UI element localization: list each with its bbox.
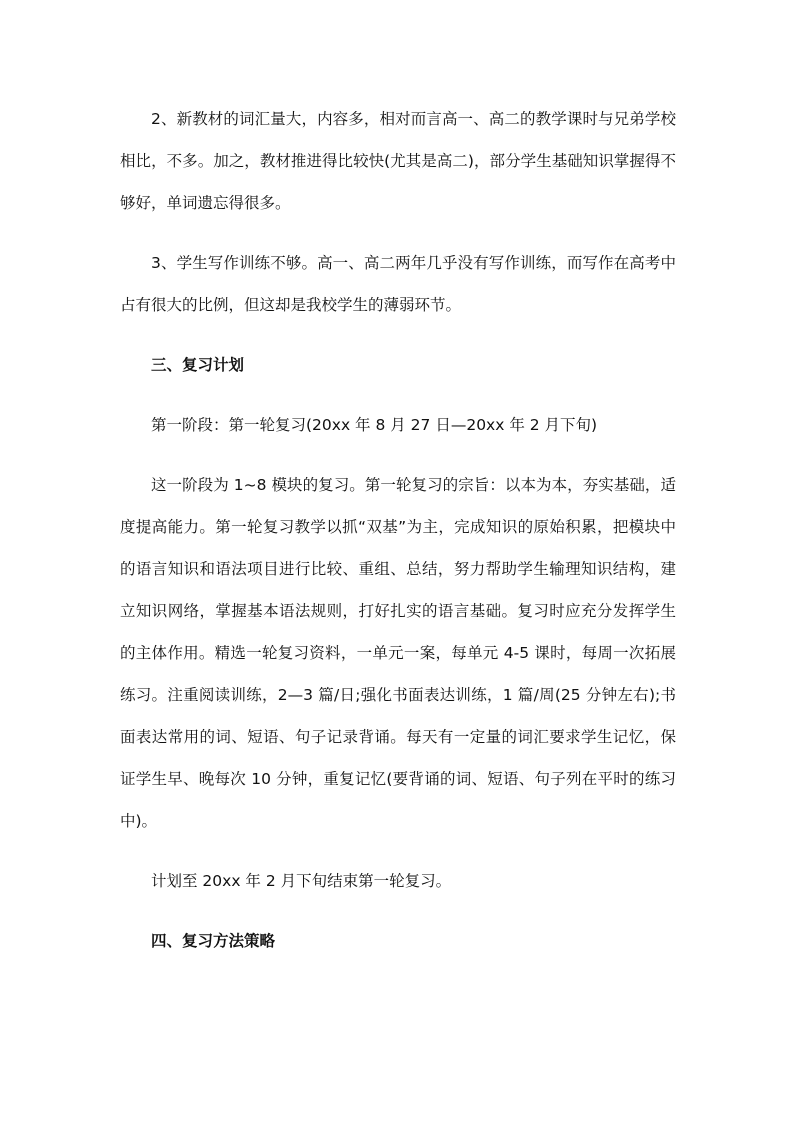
section-heading-review-plan: 三、复习计划 [151, 356, 245, 374]
plan-end-note: 计划至 20xx 年 2 月下旬结束第一轮复习。 [151, 872, 452, 890]
section-heading-review-methods: 四、复习方法策略 [151, 932, 276, 950]
paragraph-item-3: 3、学生写作训练不够。高一、高二两年几乎没有写作训练，而写作在高考中占有很大的比例，但这却是我校学生的薄弱环节。 [120, 254, 676, 314]
document-body [120, 98, 676, 980]
phase-one-title: 第一阶段：第一轮复习(20xx 年 8 月 27 日—20xx 年 2 月下旬) [151, 416, 598, 434]
paragraph-item-2: 2、新教材的词汇量大，内容多，相对而言高一、高二的教学课时与兄弟学校相比，不多。加之，教材推进得比较快(尤其是高二)，部分学生基础知识掌握得不够好，单词遗忘得很多。 [120, 110, 676, 212]
phase-one-description: 这一阶段为 1~8 模块的复习。第一轮复习的宗旨：以本为本，夯实基础，适度提高能力。第一轮复习教学以抓“双基”为主，完成知识的原始积累，把模块中的语言知识和语法项目进行比较、重组、总结，努力帮助学生输理知识结构，建立知识网络，掌握基本语法规则，打好扎实的语言基础。复习时应充分发挥学生的主体作用。精选一轮复习资料，一单元一案，每单元 4-5 课时，每周一次拓展练习。注重阅读训练，2—3 篇/日;强化书面表达训练，1 篇/周(25 分钟左右);书面表达常用的词、短语、句子记录背诵。每天有一定量的词汇要求学生记忆，保证学生早、晚每次 10 分钟，重复记忆(要背诵的词、短语、句子列在平时的练习中)。 [120, 476, 676, 830]
